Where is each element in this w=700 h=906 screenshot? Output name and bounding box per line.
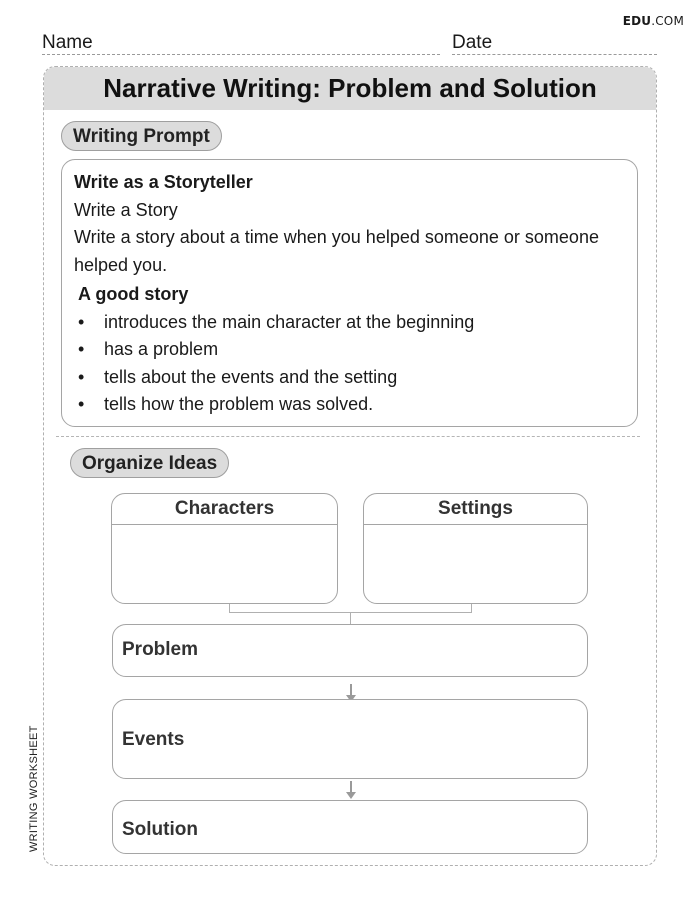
- list-item: • tells about the events and the setting: [74, 364, 625, 392]
- prompt-text: Write a story about a time when you helped someone or someone helped you.: [74, 227, 599, 275]
- writing-prompt-label: Writing Prompt: [61, 121, 222, 151]
- side-label: WRITING WORKSHEET: [28, 725, 40, 852]
- list-item: • introduces the main character at the beginning: [74, 309, 625, 337]
- organize-ideas-label: Organize Ideas: [70, 448, 229, 478]
- brand-rest: .COM: [651, 14, 684, 28]
- connector-down: [350, 612, 351, 624]
- settings-box[interactable]: [363, 493, 588, 604]
- arrow-down-icon: [350, 781, 352, 793]
- writing-prompt-box: [61, 159, 638, 427]
- events-box[interactable]: [112, 699, 588, 779]
- section-divider: [56, 436, 640, 437]
- solution-box[interactable]: [112, 800, 588, 854]
- name-label: Name: [42, 32, 93, 53]
- prompt-heading: Write as a Storyteller: [74, 172, 253, 192]
- date-label: Date: [452, 32, 493, 53]
- problem-box[interactable]: [112, 624, 588, 677]
- solution-label: Solution: [122, 819, 198, 840]
- page-title: Narrative Writing: Problem and Solution: [44, 67, 656, 110]
- brand-logo: [623, 14, 684, 28]
- criteria-list: [74, 309, 625, 419]
- settings-label: Settings: [364, 494, 587, 525]
- good-story-label: A good story: [78, 284, 189, 304]
- list-item: • tells how the problem was solved.: [74, 391, 625, 419]
- prompt-subheading: Write a Story: [74, 199, 178, 220]
- brand-bold: EDU: [622, 14, 652, 28]
- characters-box[interactable]: [111, 493, 338, 604]
- name-field[interactable]: [42, 32, 440, 55]
- date-field[interactable]: [452, 32, 657, 55]
- problem-label: Problem: [122, 639, 199, 660]
- arrow-down-icon: [350, 684, 352, 696]
- list-item: • has a problem: [74, 336, 625, 364]
- events-label: Events: [122, 729, 185, 750]
- characters-label: Characters: [112, 494, 337, 525]
